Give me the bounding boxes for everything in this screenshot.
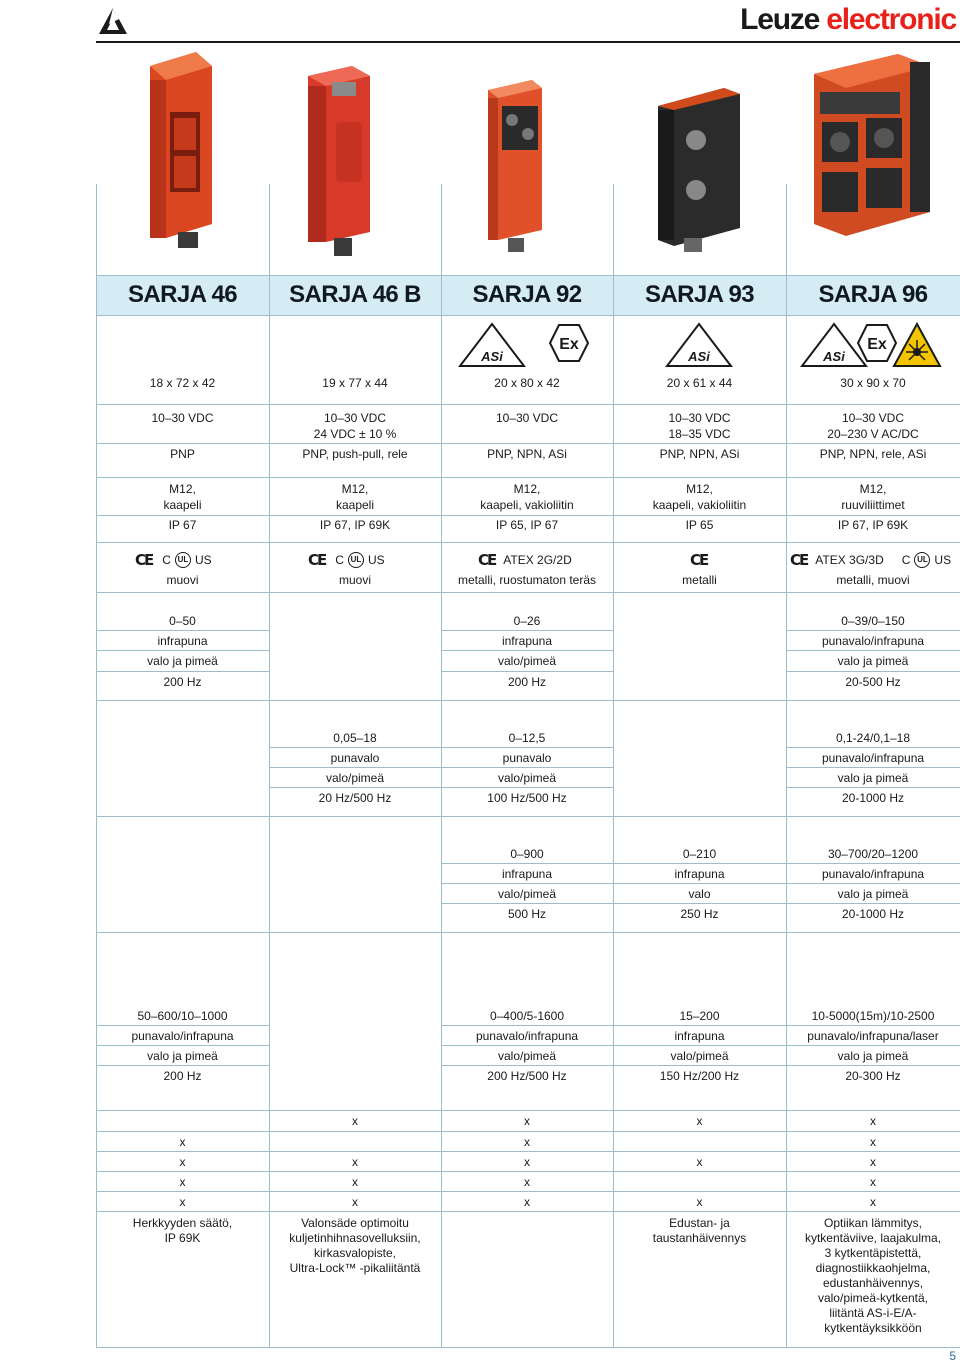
cert-group-92	[478, 551, 572, 569]
row-divider	[441, 863, 960, 864]
spec-light: punavalo/infrapuna	[821, 751, 925, 765]
row-divider	[96, 671, 269, 672]
material-cell: metalli, muovi	[836, 573, 910, 587]
spec-light: punavalo/infrapuna	[475, 1029, 579, 1043]
product-image-sarja93	[654, 80, 744, 252]
spec-frequency: 200 Hz	[163, 1069, 202, 1083]
spec-range: 50–600/10–1000	[137, 1009, 228, 1023]
ip-cell: IP 67, IP 69K	[837, 518, 909, 532]
material-cell: muovi	[338, 573, 371, 587]
notes-cell: Optiikan lämmitys, kytkentäviive, laajakulma, 3 kytkentäpistettä, diagnostiikkaohjelma, edustanhäivennys, valo/pimeä-kytkentä, liitäntä AS-i-E/A- kytkentäyksikköön	[804, 1216, 942, 1335]
dims-cell: 20 x 80 x 42	[494, 376, 560, 390]
ul-mark-icon: UL	[348, 552, 364, 568]
spec-mode: valo	[688, 887, 711, 901]
cert-c: C	[901, 553, 911, 567]
row-divider	[96, 542, 960, 543]
asi-warning-icon	[665, 322, 733, 368]
row-divider	[96, 650, 269, 651]
row-divider	[96, 443, 960, 444]
feature-mark: x	[870, 1155, 876, 1169]
row-divider	[96, 1131, 960, 1132]
page-number: 5	[949, 1349, 956, 1363]
feature-mark: x	[696, 1114, 703, 1128]
spec-light: infrapuna	[501, 634, 553, 648]
spec-frequency: 200 Hz	[163, 675, 202, 689]
series-title-96: SARJA 96	[818, 281, 928, 308]
leuze-logo-icon	[96, 4, 130, 38]
row-divider	[96, 477, 960, 478]
spec-frequency: 20 Hz/500 Hz	[318, 791, 392, 805]
product-image-sarja92	[484, 80, 546, 252]
feature-mark: x	[870, 1114, 876, 1128]
cert-atex: ATEX 2G/2D	[503, 553, 572, 567]
feature-mark: x	[870, 1195, 876, 1209]
connection-cell: M12,	[341, 482, 369, 496]
voltage-cell-2: 24 VDC ± 10 %	[313, 427, 397, 441]
ex-hexagon-icon	[548, 323, 590, 363]
spec-mode: valo/pimeä	[325, 771, 385, 785]
output-cell: PNP, NPN, ASi	[659, 447, 740, 461]
row-divider	[269, 747, 613, 748]
voltage-cell: 10–30 VDC	[495, 411, 559, 425]
column-divider	[441, 184, 442, 1348]
spec-light: punavalo/infrapuna	[131, 1029, 234, 1043]
dims-cell: 19 x 77 x 44	[322, 376, 388, 390]
row-divider	[441, 903, 960, 904]
spec-mode: valo ja pimeä	[837, 654, 909, 668]
material-cell: metalli	[682, 573, 717, 587]
connection-cell: M12,	[859, 482, 887, 496]
feature-mark: x	[179, 1155, 186, 1169]
feature-mark: x	[870, 1135, 876, 1149]
spec-range: 0–50	[169, 614, 196, 628]
series-title-46: SARJA 46	[127, 281, 238, 308]
voltage-cell: 10–30 VDC	[323, 411, 387, 425]
material-cell: muovi	[166, 573, 199, 587]
spec-frequency: 20-500 Hz	[845, 675, 901, 689]
feature-mark: x	[352, 1114, 358, 1128]
spec-light: punavalo/infrapuna	[821, 634, 925, 648]
voltage-cell: 10–30 VDC	[151, 411, 214, 425]
column-divider	[613, 184, 614, 1348]
row-divider	[786, 787, 960, 788]
column-divider	[269, 184, 270, 1348]
spec-range: 0–210	[682, 847, 717, 861]
dims-cell: 18 x 72 x 42	[149, 376, 216, 390]
row-divider	[441, 630, 613, 631]
spec-range: 0–39/0–150	[841, 614, 905, 628]
row-divider	[441, 650, 613, 651]
notes-cell: Herkkyyden säätö, IP 69K	[132, 1216, 233, 1245]
row-divider	[786, 671, 960, 672]
dims-cell: 30 x 90 x 70	[840, 376, 906, 390]
spec-frequency: 100 Hz/500 Hz	[487, 791, 567, 805]
row-divider	[96, 816, 960, 817]
ul-mark-icon: UL	[175, 552, 191, 568]
spec-mode: valo/pimeä	[497, 654, 557, 668]
feature-mark: x	[179, 1175, 186, 1189]
spec-frequency: 20-1000 Hz	[841, 907, 905, 921]
feature-mark: x	[696, 1195, 703, 1209]
dims-cell: 20 x 61 x 44	[666, 376, 733, 390]
spec-range: 30–700/20–1200	[827, 847, 919, 861]
row-divider	[96, 932, 960, 933]
spec-light: infrapuna	[157, 634, 208, 648]
row-divider	[441, 1065, 960, 1066]
ex-label: Ex	[867, 336, 887, 353]
row-divider	[96, 275, 960, 276]
row-divider	[96, 1191, 960, 1192]
row-divider	[786, 650, 960, 651]
laser-warning-icon	[892, 322, 942, 368]
cert-c: C	[162, 553, 171, 567]
spec-range: 0–400/5-1600	[489, 1009, 565, 1023]
product-image-sarja96	[810, 52, 934, 240]
ip-cell: IP 65, IP 67	[495, 518, 559, 532]
column-divider	[96, 184, 97, 1348]
row-divider	[96, 1065, 269, 1066]
feature-mark: x	[870, 1175, 876, 1189]
spec-mode: valo/pimeä	[670, 1049, 729, 1063]
feature-mark: x	[179, 1135, 186, 1149]
voltage-cell: 10–30 VDC	[841, 411, 905, 425]
row-divider	[269, 767, 613, 768]
brand-part2: electronic	[826, 3, 956, 36]
product-image-sarja46	[140, 52, 218, 250]
output-cell: PNP	[170, 447, 195, 461]
connection-cell-2: kaapeli, vakioliitin	[652, 498, 747, 512]
connection-cell-2: ruuviliittimet	[841, 498, 905, 512]
spec-light: punavalo/infrapuna	[821, 867, 925, 881]
spec-frequency: 250 Hz	[680, 907, 719, 921]
spec-light: punavalo	[330, 751, 380, 765]
spec-mode: valo ja pimeä	[147, 654, 218, 668]
row-divider	[96, 630, 269, 631]
spec-range: 15–200	[679, 1009, 720, 1023]
output-cell: PNP, push-pull, rele	[302, 447, 408, 461]
row-divider	[96, 1110, 960, 1111]
column-divider	[786, 184, 787, 1348]
asi-label: ASi	[823, 349, 845, 364]
spec-frequency: 150 Hz/200 Hz	[659, 1069, 740, 1083]
spec-range: 0,05–18	[333, 731, 377, 745]
asi-label: ASi	[481, 349, 503, 364]
spec-frequency: 200 Hz/500 Hz	[487, 1069, 567, 1083]
feature-mark: x	[524, 1135, 530, 1149]
row-divider	[441, 1045, 960, 1046]
feature-mark: x	[524, 1175, 530, 1189]
voltage-cell: 10–30 VDC	[668, 411, 731, 425]
row-divider	[96, 1025, 269, 1026]
connection-cell-2: kaapeli	[163, 498, 202, 512]
output-cell: PNP, NPN, ASi	[487, 447, 567, 461]
feature-mark: x	[524, 1195, 530, 1209]
spec-mode: valo ja pimeä	[837, 1049, 909, 1063]
row-divider	[96, 700, 960, 701]
row-divider	[786, 747, 960, 748]
row-divider	[96, 592, 960, 593]
cert-c: C	[335, 553, 344, 567]
connection-cell-2: kaapeli	[335, 498, 375, 512]
series-title-46b: SARJA 46 B	[289, 281, 421, 308]
spec-range: 0–900	[510, 847, 544, 861]
row-divider	[269, 787, 613, 788]
connection-cell: M12,	[686, 482, 713, 496]
spec-frequency: 200 Hz	[507, 675, 547, 689]
row-divider	[96, 1347, 960, 1348]
spec-mode: valo ja pimeä	[837, 887, 909, 901]
spec-mode: valo ja pimeä	[837, 771, 909, 785]
spec-frequency: 20-1000 Hz	[841, 791, 905, 805]
material-cell: metalli, ruostumaton teräs	[457, 573, 597, 587]
asi-warning-icon	[458, 322, 526, 368]
ce-mark-icon: CE	[478, 551, 496, 569]
spec-light: punavalo/infrapuna/laser	[807, 1029, 939, 1043]
ce-mark-icon: CE	[308, 551, 326, 569]
feature-mark: x	[352, 1195, 358, 1209]
spec-light: infrapuna	[674, 867, 725, 881]
feature-mark: x	[179, 1195, 186, 1209]
ip-cell: IP 67	[168, 518, 197, 532]
spec-mode: valo/pimeä	[497, 887, 557, 901]
row-divider	[96, 1171, 960, 1172]
ex-label: Ex	[559, 336, 579, 353]
feature-mark: x	[524, 1114, 530, 1128]
row-divider	[96, 515, 960, 516]
cert-group-46	[135, 551, 212, 569]
feature-mark: x	[696, 1155, 703, 1169]
row-divider	[441, 671, 613, 672]
ce-mark-icon: CE	[790, 551, 808, 569]
spec-frequency: 500 Hz	[507, 907, 547, 921]
brand-name	[740, 0, 956, 40]
spec-mode: valo/pimeä	[497, 1049, 557, 1063]
product-image-sarja46b	[300, 62, 378, 258]
cert-atex: ATEX 3G/3D	[815, 553, 884, 567]
ce-mark-icon: CE	[690, 551, 708, 569]
output-cell: PNP, NPN, rele, ASi	[819, 447, 927, 461]
spec-frequency: 20-300 Hz	[845, 1069, 901, 1083]
spec-range: 0,1-24/0,1–18	[835, 731, 911, 745]
cert-group-46b	[308, 551, 385, 569]
header-rule	[96, 41, 960, 43]
ul-mark-icon: UL	[914, 552, 930, 568]
connection-cell-2: kaapeli, vakioliitin	[480, 498, 574, 512]
cert-us: US	[194, 553, 212, 567]
series-title-92: SARJA 92	[472, 281, 582, 308]
spec-mode: valo ja pimeä	[147, 1049, 218, 1063]
ce-mark-icon: CE	[135, 551, 153, 569]
feature-mark: x	[352, 1155, 358, 1169]
spec-light: punavalo	[502, 751, 552, 765]
feature-mark: x	[352, 1175, 358, 1189]
row-divider	[96, 1211, 960, 1212]
feature-mark: x	[524, 1155, 530, 1169]
cert-us: US	[934, 553, 952, 567]
row-divider	[96, 404, 960, 405]
voltage-cell-2: 18–35 VDC	[668, 427, 731, 441]
row-divider	[96, 315, 960, 316]
row-divider	[786, 630, 960, 631]
asi-label: ASi	[688, 349, 710, 364]
spec-range: 0–26	[513, 614, 541, 628]
connection-cell: M12,	[513, 482, 541, 496]
spec-light: infrapuna	[501, 867, 553, 881]
row-divider	[441, 1025, 960, 1026]
spec-range: 10-5000(15m)/10-2500	[811, 1009, 935, 1023]
cert-us: US	[367, 553, 385, 567]
notes-cell: Valonsäde optimoitu kuljetinhihnasovelluksiin, kirkasvalopiste, Ultra-Lock™ -pikaliitäntä	[289, 1216, 421, 1275]
cert-group-96	[790, 551, 951, 569]
spec-range: 0–12,5	[508, 731, 546, 745]
row-divider	[96, 1151, 960, 1152]
voltage-cell-2: 20–230 V AC/DC	[827, 427, 919, 441]
notes-cell: Edustan- ja taustanhäivennys	[652, 1216, 747, 1245]
row-divider	[441, 883, 960, 884]
series-title-93: SARJA 93	[644, 281, 755, 308]
connection-cell: M12,	[169, 482, 196, 496]
spec-mode: valo/pimeä	[497, 771, 557, 785]
ip-cell: IP 65	[685, 518, 714, 532]
row-divider	[786, 767, 960, 768]
brand-part1: Leuze	[740, 3, 820, 36]
spec-light: infrapuna	[674, 1029, 725, 1043]
ip-cell: IP 67, IP 69K	[319, 518, 391, 532]
row-divider	[96, 1045, 269, 1046]
cert-group-93	[690, 551, 707, 569]
